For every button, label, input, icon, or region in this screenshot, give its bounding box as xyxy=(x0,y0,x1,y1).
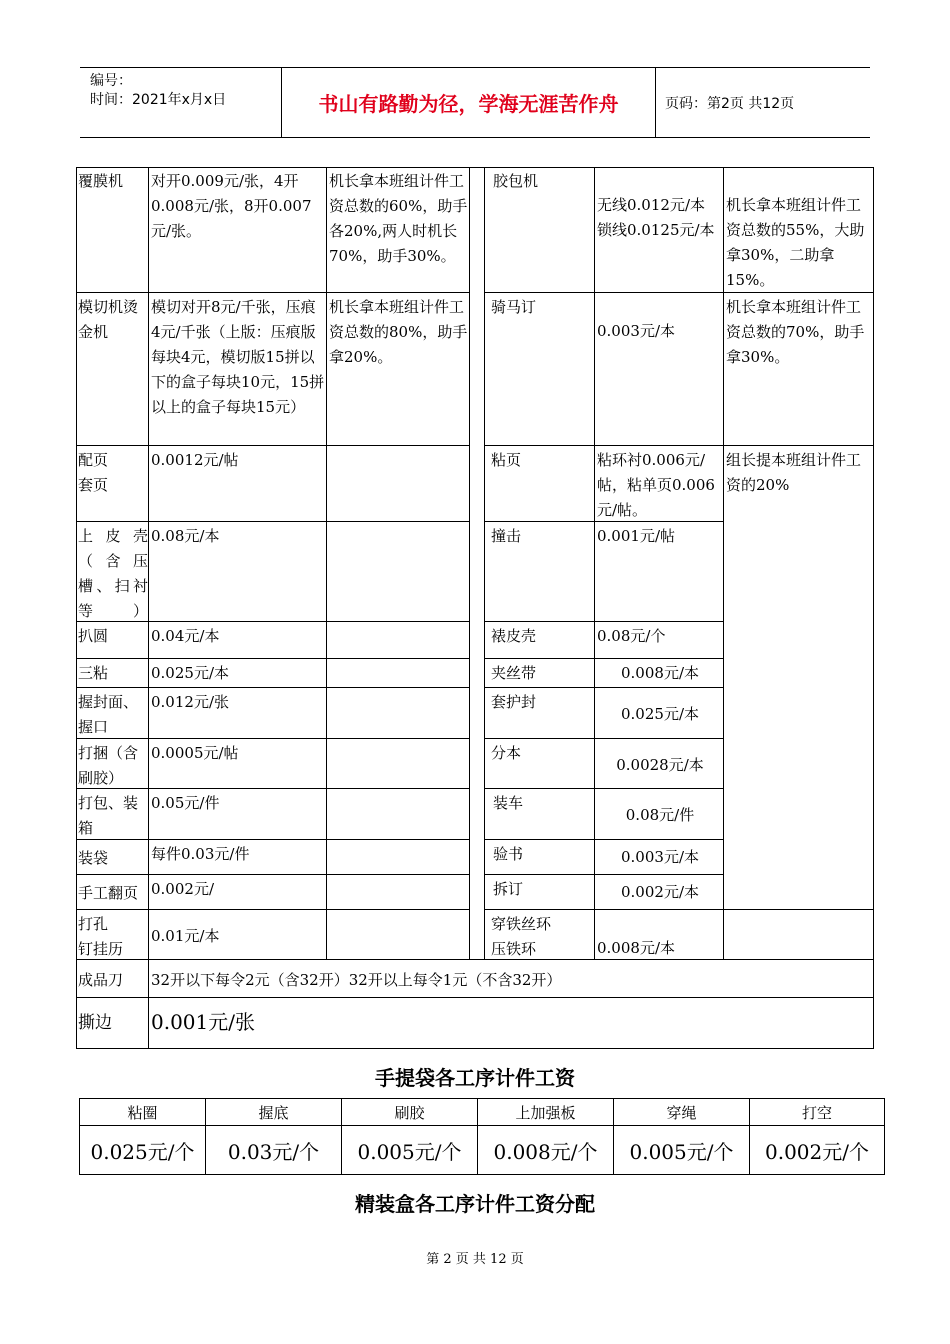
left-share-10 xyxy=(327,839,469,875)
time-label: 时间：2021年x月x日 xyxy=(90,92,227,108)
document-header xyxy=(80,67,870,138)
left-process-3: 配页 套页 xyxy=(76,445,149,522)
left-process-4: 上皮壳（含压槽、扫衬等） xyxy=(76,521,149,622)
left-share-3 xyxy=(327,445,469,522)
handbag-value-5: 0.005元/个 xyxy=(614,1126,750,1175)
right-price-2: 0.003元/本 xyxy=(595,292,723,446)
right-share-2: 机长拿本班组计件工资总数的70%，助手拿30%。 xyxy=(724,292,873,446)
left-process-2: 模切机烫金机 xyxy=(76,292,149,446)
right-process-1: 胶包机 xyxy=(493,172,539,190)
right-process-8: 分本 xyxy=(485,738,594,789)
handbag-table-title: 手提袋各工序计件工资 xyxy=(375,1066,575,1090)
right-process-6: 夹丝带 xyxy=(485,658,594,688)
right-price-8: 0.0028元/本 xyxy=(595,738,724,789)
right-price-6: 0.008元/本 xyxy=(595,658,724,688)
left-price-11: 0.002元/ xyxy=(149,874,326,910)
handbag-header-2: 握底 xyxy=(206,1099,342,1126)
left-share-5 xyxy=(327,621,469,659)
page-footer: 第 2 页 共 12 页 xyxy=(426,1252,524,1267)
left-price-9: 0.05元/件 xyxy=(149,788,326,840)
right-price-9: 0.08元/件 xyxy=(595,788,724,840)
header-meta xyxy=(80,68,282,137)
right-share-12 xyxy=(724,909,873,960)
header-page-info: 页码：第2页 共12页 xyxy=(665,95,795,112)
left-price-12: 0.01元/本 xyxy=(149,909,326,960)
handbag-value-row xyxy=(80,1126,885,1175)
left-share-2: 机长拿本班组计件工资总数的80%，助手拿20%。 xyxy=(327,292,469,446)
left-process-9: 打包、装箱 xyxy=(76,788,149,840)
right-share-1: 机长拿本班组计件工资总数的55%，大助拿30%，二助拿15%。 xyxy=(726,196,865,289)
left-share-1: 机长拿本班组计件工资总数的60%，助手各20%,两人时机长70%，助手30%。 xyxy=(329,172,468,265)
left-process-10: 装袋 xyxy=(76,839,149,875)
full-price-1: 32开以下每令2元（含32开）32开以上每令1元（不含32开） xyxy=(149,959,873,998)
full-process-1: 成品刀 xyxy=(76,959,149,998)
number-label: 编号： xyxy=(90,73,132,89)
right-share-3: 组长提本班组计件工资的20% xyxy=(724,445,873,960)
left-share-9 xyxy=(327,788,469,840)
left-share-6 xyxy=(327,658,469,688)
table-border-right xyxy=(873,167,874,1049)
handbag-header-row xyxy=(80,1099,885,1126)
header-motto: 书山有路勤为径，学海无涯苦作舟 xyxy=(282,68,656,137)
left-process-7: 握封面、握口 xyxy=(76,687,149,739)
right-process-2: 骑马订 xyxy=(485,292,594,446)
handbag-value-3: 0.005元/个 xyxy=(342,1126,478,1175)
left-process-8: 打捆（含刷胶） xyxy=(76,738,149,789)
left-share-12 xyxy=(327,909,469,960)
left-share-4 xyxy=(327,521,469,622)
left-price-10: 每件0.03元/件 xyxy=(149,839,326,875)
left-process-12: 打孔 钉挂历 xyxy=(76,909,149,960)
right-process-11: 拆订 xyxy=(485,874,594,910)
right-price-4: 0.001元/帖 xyxy=(595,521,724,622)
left-price-3: 0.0012元/帖 xyxy=(149,445,326,522)
left-price-2: 模切对开8元/千张，压痕4元/千张（上版：压痕版每块4元，模切版15拼以下的盒子每块10元，15拼以上的盒子每块15元） xyxy=(149,292,326,446)
handbag-value-1: 0.025元/个 xyxy=(80,1126,206,1175)
handbag-header-6: 打空 xyxy=(750,1099,885,1126)
right-price-7: 0.025元/本 xyxy=(595,687,724,739)
left-process-5: 扒圆 xyxy=(76,621,149,659)
handbag-value-6: 0.002元/个 xyxy=(750,1126,885,1175)
right-process-12: 穿铁丝环 压铁环 xyxy=(485,909,594,960)
col-line-share xyxy=(469,167,470,960)
left-process-6: 三粘 xyxy=(76,658,149,688)
right-price-10: 0.003元/本 xyxy=(595,839,724,875)
left-process-11: 手工翻页 xyxy=(76,874,149,910)
giftbox-table-title: 精装盒各工序计件工资分配 xyxy=(355,1192,595,1216)
handbag-header-1: 粘圈 xyxy=(80,1099,206,1126)
left-share-8 xyxy=(327,738,469,789)
full-process-2: 撕边 xyxy=(76,997,149,1048)
left-price-4: 0.08元/本 xyxy=(149,521,326,622)
table-border-bottom xyxy=(76,1048,874,1049)
right-process-9: 装车 xyxy=(485,788,594,840)
right-price-1: 无线0.012元/本 锁线0.0125元/本 xyxy=(597,196,715,239)
left-share-11 xyxy=(327,874,469,910)
right-price-5: 0.08元/个 xyxy=(595,621,724,659)
handbag-header-4: 上加强板 xyxy=(478,1099,614,1126)
handbag-piecework-table xyxy=(79,1098,885,1175)
right-process-7: 套护封 xyxy=(485,687,594,739)
handbag-header-5: 穿绳 xyxy=(614,1099,750,1126)
left-price-5: 0.04元/本 xyxy=(149,621,326,659)
piecework-table xyxy=(76,167,874,1049)
left-price-1: 对开0.009元/张，4开0.008元/张，8开0.007元/张。 xyxy=(151,172,312,240)
right-process-10: 验书 xyxy=(485,839,594,875)
left-process-1: 覆膜机 xyxy=(78,172,124,190)
right-process-3: 粘页 xyxy=(485,445,594,522)
left-price-7: 0.012元/张 xyxy=(149,687,326,739)
handbag-value-2: 0.03元/个 xyxy=(206,1126,342,1175)
right-price-11: 0.002元/本 xyxy=(595,874,724,910)
right-price-3: 粘环衬0.006元/帖，粘单页0.006元/帖。 xyxy=(595,445,723,522)
right-process-5: 裱皮壳 xyxy=(485,621,594,659)
right-price-12: 0.008元/本 xyxy=(595,909,724,960)
handbag-header-3: 刷胶 xyxy=(342,1099,478,1126)
right-process-4: 撞击 xyxy=(485,521,594,622)
full-price-2: 0.001元/张 xyxy=(149,997,873,1048)
left-price-8: 0.0005元/帖 xyxy=(149,738,326,789)
handbag-value-4: 0.008元/个 xyxy=(478,1126,614,1175)
left-price-6: 0.025元/本 xyxy=(149,658,326,688)
left-share-7 xyxy=(327,687,469,739)
